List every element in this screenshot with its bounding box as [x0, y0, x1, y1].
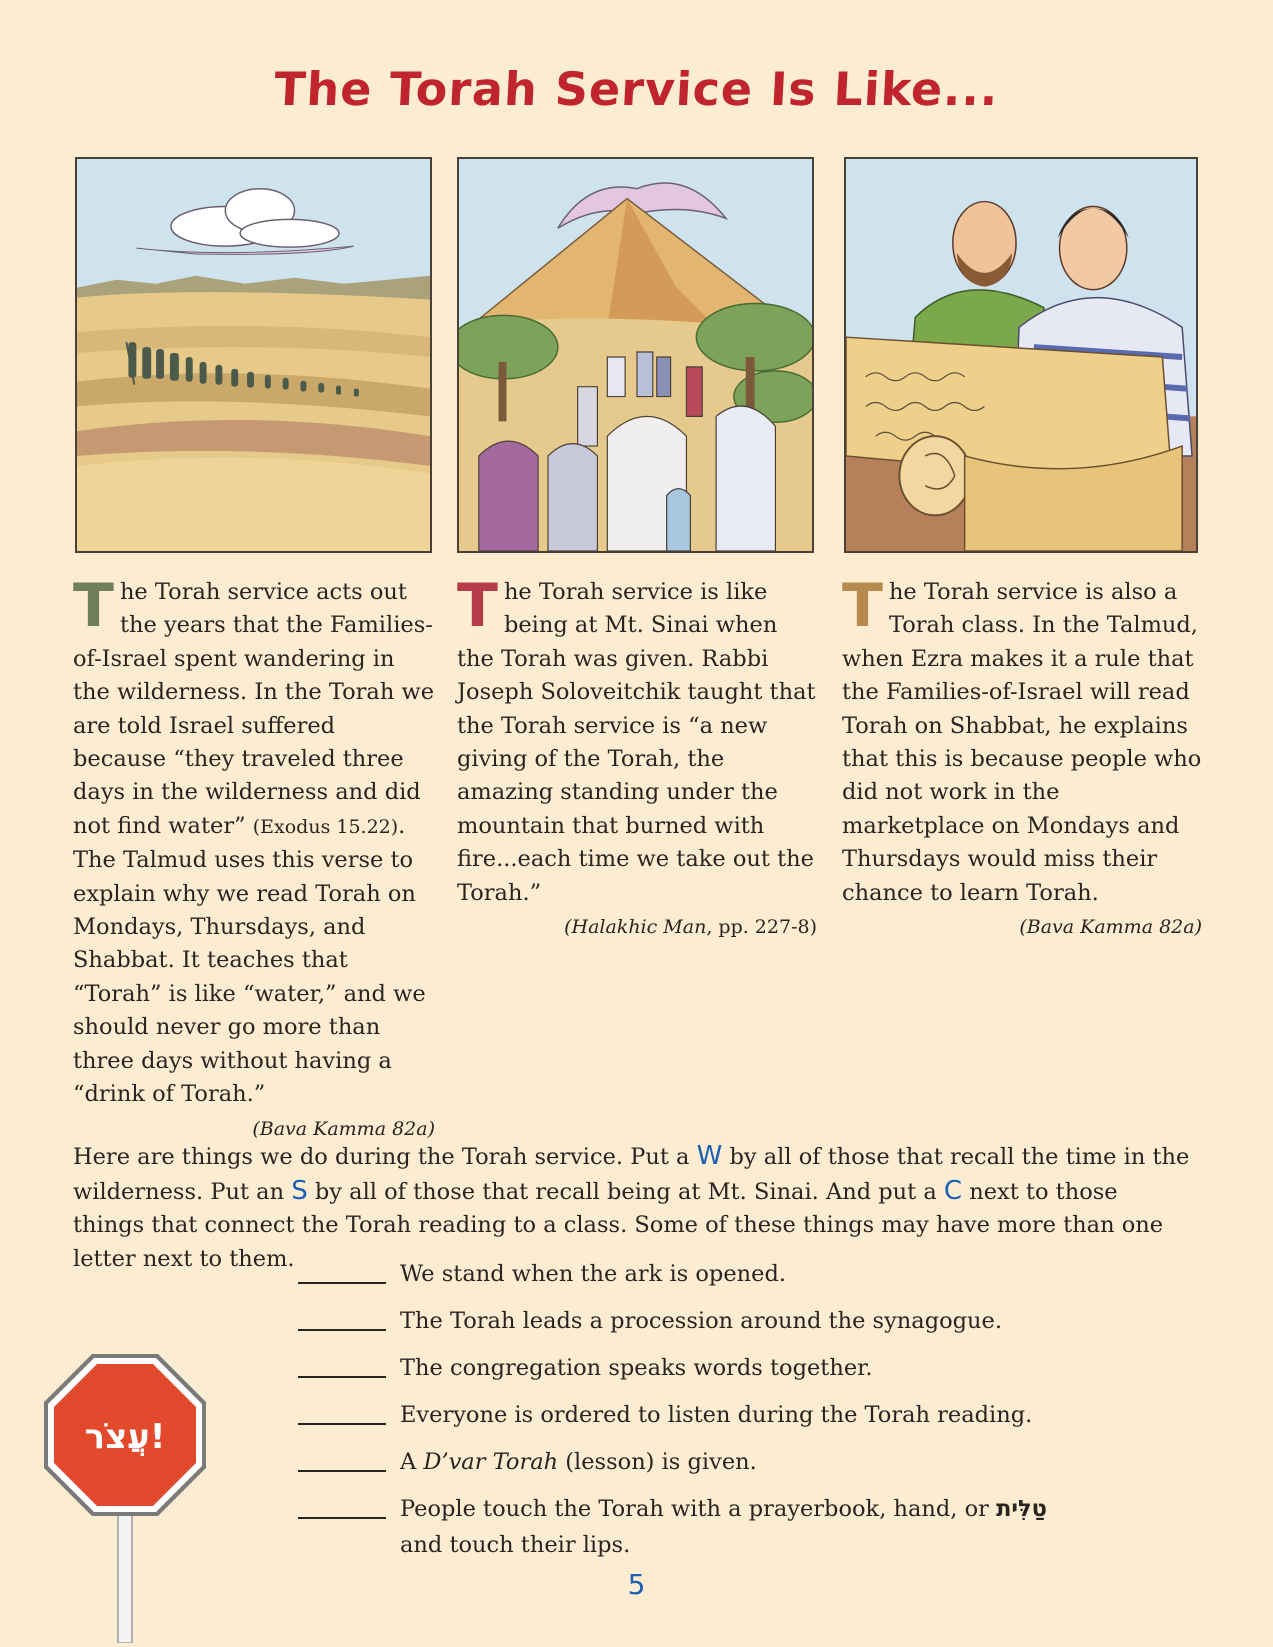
item-text: The Torah leads a procession around the synagogue. — [400, 1308, 1003, 1334]
page-title: The Torah Service Is Like... — [272, 62, 1001, 116]
answer-blank[interactable] — [298, 1256, 386, 1284]
answer-blank[interactable] — [298, 1303, 386, 1331]
column-text: he Torah service is like being at Mt. Sinai when the Torah was given. Rabbi Joseph Soloveitchik taught that the Torah service is “a new giving of the Torah, the amazing standing under the mountain that burned with fire...each time we take out the Torah.” — [457, 579, 816, 906]
stop-sign-text: !עֲצֹר — [84, 1417, 166, 1457]
mount-sinai-illustration — [457, 157, 814, 553]
list-item — [298, 1303, 1058, 1339]
column-text-continued: . The Talmud uses this verse to explain why we read Torah on Mondays, Thursdays, and Shabbat. It teaches that “Torah” is like “water,” and we should never go more than three days without having a “drink of Torah.” — [73, 812, 426, 1108]
list-item — [298, 1397, 1058, 1433]
page-number: 5 — [627, 1568, 646, 1601]
dropcap: T — [73, 571, 114, 641]
dvar-torah-term: D’var Torah — [423, 1449, 559, 1475]
inline-reference: (Exodus 15.22) — [252, 815, 399, 838]
text-column-wilderness — [73, 571, 435, 1144]
desert-caravan-illustration — [75, 157, 432, 553]
letter-w-mark: W — [696, 1141, 723, 1171]
text-column-class — [842, 571, 1202, 942]
list-item — [298, 1491, 1058, 1563]
column-text: he Torah service acts out the years that the Families-of-Israel spent wandering in the wilderness. In the Torah we are told Israel suffered because “they traveled three days in the wilderness and did not find water” — [73, 579, 435, 839]
activity-instructions: Here are things we do during the Torah service. Put a W by all of those that recall the time in the wilderness. Put an S by all of those that recall being at Mt. Sinai. And put a C next to those things that connect the Torah reading to a class. Some of these things may have more than one letter next to them. — [73, 1141, 1190, 1272]
citation: (Bava Kamma 82a) — [1019, 916, 1202, 939]
letter-c-mark: C — [943, 1175, 963, 1206]
torah-study-illustration — [844, 157, 1198, 553]
letter-s-mark: S — [291, 1175, 308, 1206]
dropcap: T — [457, 571, 498, 641]
answer-blank[interactable] — [298, 1350, 386, 1378]
item-text: Everyone is ordered to listen during the Torah reading. — [400, 1402, 1033, 1428]
answer-blank[interactable] — [298, 1444, 386, 1472]
item-text: People touch the Torah with a prayerbook, hand, or טַלִּית and touch their lips. — [400, 1496, 1047, 1558]
dropcap: T — [842, 571, 883, 641]
list-item — [298, 1350, 1058, 1386]
column-text: he Torah service is also a Torah class. In the Talmud, when Ezra makes it a rule that the Families-of-Israel will read Torah on Shabbat, he explains that this is because people who did not work in the marketplace on Mondays and Thursdays would miss their chance to learn Torah. — [842, 579, 1202, 906]
activity-list — [298, 1256, 1058, 1574]
citation: (Bava Kamma 82a) — [252, 1117, 435, 1140]
item-text: We stand when the ark is opened. — [400, 1261, 786, 1287]
list-item — [298, 1444, 1058, 1480]
list-item — [298, 1256, 1058, 1292]
item-text: A D’var Torah (lesson) is given. — [400, 1449, 757, 1475]
answer-blank[interactable] — [298, 1491, 386, 1519]
hebrew-tallit: טַלִּית — [996, 1496, 1047, 1522]
text-column-sinai — [457, 571, 817, 942]
citation: (Halakhic Man, pp. 227-8) — [564, 916, 817, 939]
citation-work: Halakhic Man — [571, 916, 707, 939]
item-text: The congregation speaks words together. — [400, 1355, 873, 1381]
answer-blank[interactable] — [298, 1397, 386, 1425]
